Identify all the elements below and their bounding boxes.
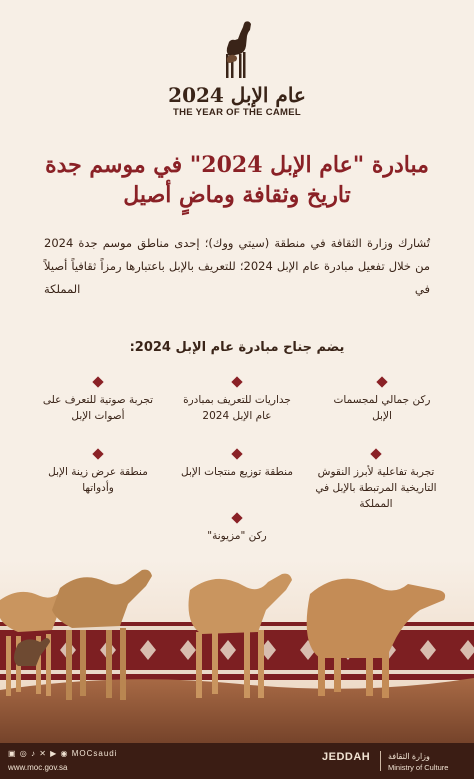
website-link[interactable]: www.moc.gov.sa	[8, 763, 68, 772]
camel-logo-icon	[217, 18, 257, 82]
year-of-camel-logo	[0, 18, 474, 118]
feature-item	[322, 378, 442, 424]
diamond-bullet-icon	[376, 376, 387, 387]
title-line-2: تاريخ وثقافة وماضٍ أصيل	[123, 182, 351, 208]
feature-text: ركن "مزيونة"	[207, 530, 267, 542]
diamond-bullet-icon	[231, 376, 242, 387]
feature-text: تجربة تفاعلية لأبرز النقوش التاريخية المرتبطة بالإبل في المملكة	[315, 466, 437, 510]
ministry-name-english: Ministry of Culture	[388, 763, 449, 772]
feature-item	[38, 378, 158, 424]
logo-arabic-text: عام الإبل 2024	[168, 83, 306, 107]
feature-item	[312, 450, 440, 512]
ministry-name-arabic: وزارة الثقافة	[388, 752, 430, 761]
title-line-1: مبادرة "عام الإبل 2024" في موسم جدة	[45, 152, 429, 178]
feature-text: منطقة عرض زينة الإبل وأدواتها	[48, 466, 148, 494]
feature-item	[38, 450, 158, 496]
logo-english-text: THE YEAR OF THE CAMEL	[172, 107, 302, 118]
feature-text: جداريات للتعريف بمبادرة عام الإبل 2024	[183, 394, 291, 422]
diamond-bullet-icon	[370, 448, 381, 459]
footer-divider	[380, 751, 381, 771]
feature-text: تجربة صوتية للتعرف على أصوات الإبل	[42, 394, 154, 422]
feature-text: منطقة توزيع منتجات الإبل	[181, 466, 293, 478]
feature-item	[177, 450, 297, 480]
jeddah-season-logo: JEDDAH	[322, 751, 371, 763]
diamond-bullet-icon	[231, 512, 242, 523]
social-handles[interactable]: ▣ ◎ ♪ ✕ ▶ ◉ MOCsaudi	[8, 749, 118, 758]
feature-text: ركن جمالي لمجسمات الإبل	[333, 394, 431, 422]
section-heading: يضم جناح مبادرة عام الإبل 2024:	[129, 340, 345, 355]
intro-paragraph: تُشارك وزارة الثقافة في منطقة (سيتي ووك)؛ إحدى مناطق موسم جدة 2024 من خلال تفعيل مبادرة عام الإبل 2024؛ للتعريف بالإبل باعتبارها رمزاً ثقافياً أصيلاً في المملكة	[44, 236, 430, 296]
diamond-bullet-icon	[92, 448, 103, 459]
diamond-bullet-icon	[92, 376, 103, 387]
feature-item	[177, 514, 297, 544]
footer-bar	[0, 743, 474, 779]
feature-item	[177, 378, 297, 424]
diamond-bullet-icon	[231, 448, 242, 459]
poster-title	[24, 150, 450, 210]
